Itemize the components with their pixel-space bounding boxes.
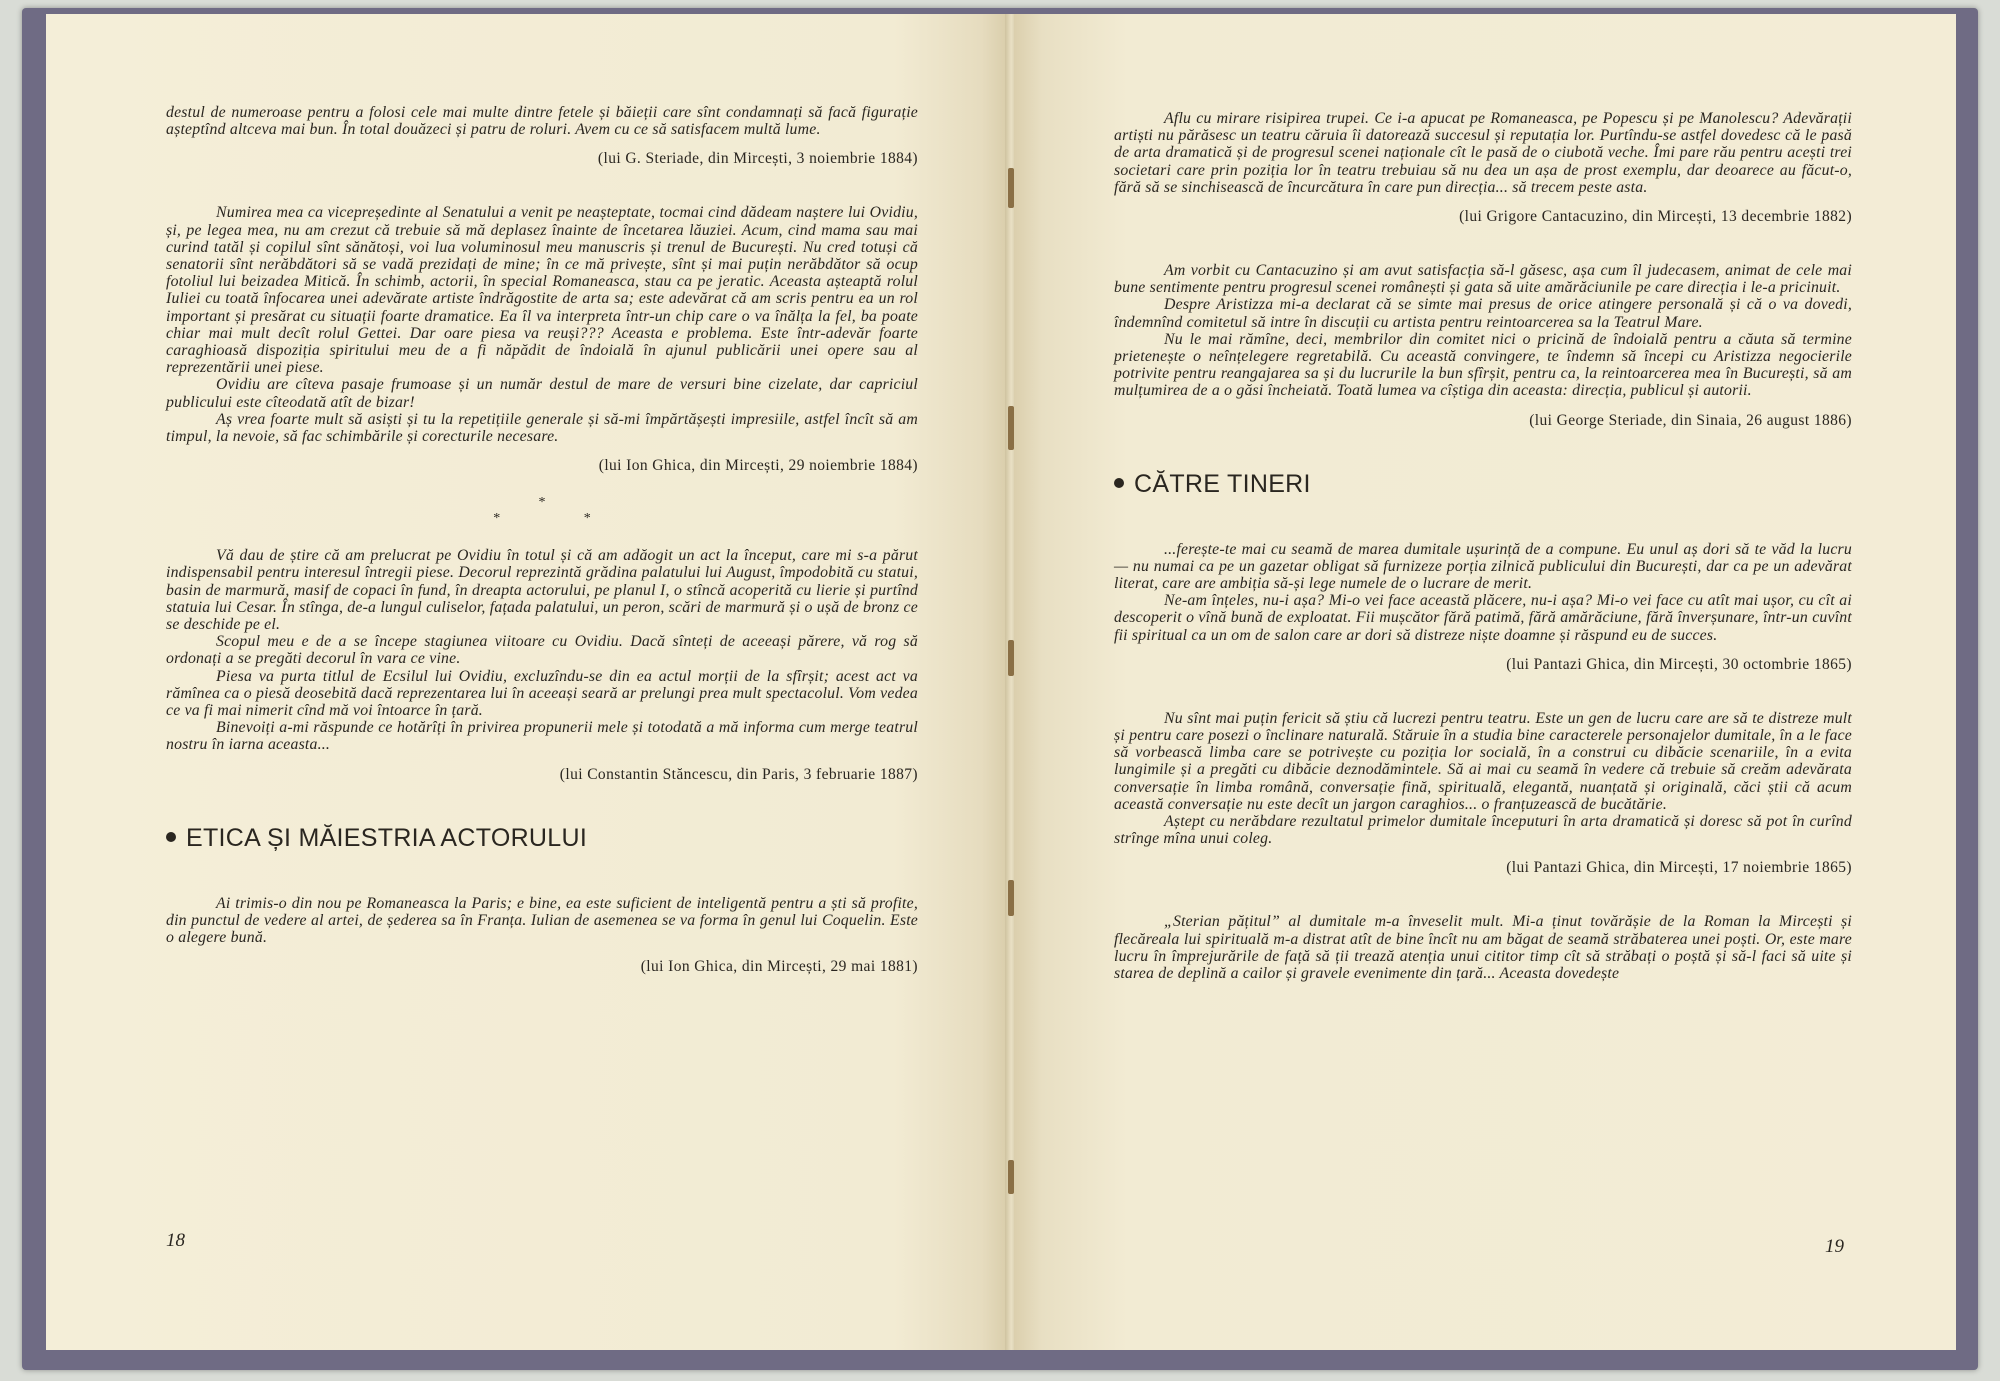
letter-block [1114,710,1852,878]
page-number: 19 [1825,1236,1844,1257]
letter-paragraph: Numirea mea ca vicepreședinte al Senatului a venit pe neașteptate, tocmai cind dădeam naștere lui Ovidiu, și, pe legea mea, nu am crezut că trebuie să mă deplasez înainte de încetarea lăuziei. Acum, cind mama sau mai curind tatăl și copilul sînt sănătoși, voi lua voluminosul meu manuscris și trenul de București. Nu cred totuși că senatorii sînt nerăbdători să se vadă prezidați de mine; în ce mă privește, sînt și mai puțin nerăbdător să ocup fotoliul lui beizadea Mitică. În schimb, actorii, în special Romaneasca, stau ca pe jeratic. Aceasta așteaptă rolul Iuliei cu toată înfocarea unei adevărate artiste îndrăgostite de arta sa; este adevărat că am scris pentru ea un rol important și presărat cu situații foarte dramatice. Ea îl va interpreta într-un chip care o va înălța la fel, ba poate chiar mai mult decît rolul Gettei. Dar oare piesa va reuși??? Aceasta e problema. Este într-adevăr foarte caraghioasă dispoziția spiritului meu de a fi năpădit de îndoială în ajunul publicării unei opere sau al reprezentării unei piese. [166,204,918,377]
letter-signature: (lui G. Steriade, din Mircești, 3 noiembrie 1884) [597,150,918,168]
letter-signature: (lui Ion Ghica, din Mircești, 29 noiembrie 1884) [598,457,918,475]
letter-paragraph: Piesa va purta titlul de Ecsilul lui Ovidiu, excluzîndu-se din ea actul morții de la sfîrșit; acest act va rămînea ca o piesă deosebită dacă reprezentarea lui în aceeași seară ar prelungi prea mult spectacolul. Vom vedea ce va fi mai nimerit cînd mă voi întoarce în țară. [166,667,918,720]
letter-paragraph: Despre Aristizza mi-a declarat că se simte mai presus de orice atingere personală și că o va dovedi, îndemnînd comitetul să intre în discuții cu artista pentru reintoarcerea sa la Teatrul Mare. [1114,296,1852,331]
letter-block [1114,541,1852,674]
letter-block [1114,913,1852,982]
letter-paragraph: Aștept cu nerăbdare rezultatul primelor dumitale începuturi în arta dramatică și doresc să pot în curînd strînge mîna unui coleg. [1114,813,1852,848]
letter-paragraph: Nu sînt mai puțin fericit să știu că lucrezi pentru teatru. Este un gen de lucru care are să te distreze mult și pentru care posezi o înclinare naturală. Stăruie în a studia bine caracterele personajelor dumitale, în a le face să vorbească limba care se potrivește cu poziția lor socială, în a construi cu dibăcie scenariile, în a evita lungimile și a pregăti cu dibăcie deznodămintele. Să ai mai cu seamă în vedere că trebuie să creăm adevărata conversație în limba română, conversație fină, spirituală, elegantă, nuanțată și originală, căci știi că acum această conversație nu este decît un jargon caraghios... o franțuzească de bucătărie. [1114,709,1852,813]
letter-paragraph: Binevoiți a-mi răspunde ce hotărîți în privirea propunerii mele și totodată a mă informa cum merge teatrul nostru în iarna aceasta... [166,719,918,754]
letter-paragraph: ...ferește-te mai cu seamă de marea dumitale ușurință de a compune. Eu unul aș dori să te văd la lucru — nu numai ca pe un gazetar obligat să furnizeze porția zilnică publicului din București, dar ca pe un adevărat literat, care are ambiția să-și lege numele de o lucrare de merit. [1114,540,1852,593]
letter-signature: (lui Grigore Cantacuzino, din Mircești, 13 decembrie 1882) [1459,208,1852,226]
letter-paragraph: „Sterian pățitul” al dumitale m-a înveselit mult. Mi-a ținut tovărășie de la Roman la Mircești și flecăreala lui spirituală m-a distrat atît de bine încît nu am băgat de seamă străbaterea unei poști. Or, este mare lucru în împrejurările de față să ții trează atenția unui cititor timp cît să străbați o poștă și să-l faci să uite și starea de deplină a cailor și gravele evenimente din țară... Aceasta dovedește [1114,913,1852,983]
bullet-icon [166,832,176,842]
left-page [46,14,1010,1350]
letter-signature: (lui Constantin Stăncescu, din Paris, 3 februarie 1887) [559,765,918,783]
letter-paragraph: Am vorbit cu Cantacuzino și am avut satisfacția să-l găsesc, așa cum îl judecasem, animat de cele mai bune sentimente pentru progresul scenei românești și gata să uite amărăciunile pe care direcția i le-a pricinuit. [1114,262,1852,297]
letter-block [166,204,918,475]
letter-paragraph: destul de numeroase pentru a folosi cele mai multe dintre fetele și băieții care sînt condamnați să facă figurație așteptînd altceva mai bun. În total douăzeci și patru de roluri. Avem cu ce să satisfacem multă lume. [166,104,918,139]
page-number: 18 [166,1230,185,1251]
letter-paragraph: Ne-am înțeles, nu-i așa? Mi-o vei face această plăcere, nu-i așa? Mi-o vei face cu atît mai ușor, cu cît ai descoperit o vînă bună de exploatat. Fii mușcător fără patimă, fără amărăciune, fără înverșunare, într-un cuvînt fii spiritual ca un om de salon care ar dori să distreze niște doamne și răspund eu de succes. [1114,592,1852,644]
letter-signature: (lui George Steriade, din Sinaia, 26 august 1886) [1529,411,1852,429]
letter-paragraph: Ai trimis-o din nou pe Romaneasca la Paris; e bine, ea este suficient de inteligentă pentru a ști să profite, din punctul de vedere al artei, de șederea sa în Franța. Iulian de asemenea se va forma în genul lui Coquelin. Este o alegere bună. [166,894,918,947]
section-heading: CĂTRE TINERI [1114,470,1852,499]
letter-paragraph: Scopul meu e de a se începe stagiunea viitoare cu Ovidiu. Dacă sînteți de aceeași părere, vă rog să ordonați a se pregăti decorul în vara ce vine. [166,633,918,668]
letter-signature: (lui Pantazi Ghica, din Mircești, 17 noiembrie 1865) [1506,859,1852,877]
letter-signature: (lui Pantazi Ghica, din Mircești, 30 octombrie 1865) [1506,655,1852,673]
right-page [1014,14,1956,1350]
letter-paragraph: Nu le mai rămîne, deci, membrilor din comitet nici o pricină de îndoială pentru a căuta să termine prietenește o neînțelegere regretabilă. Cu această convingere, te îndemn să începi cu Aristizza negocierile potrivite pentru reangajarea sa și du lucrurile la bun sfîrșit, pentru ca, la reintoarcerea mea în București, să am mulțumirea de a o găsi încheiată. Toată lumea va cîștiga din aceasta: direcția, publicul și autorii. [1114,330,1852,400]
letter-signature: (lui Ion Ghica, din Mircești, 29 mai 1881) [640,958,918,976]
section-heading: ETICA ȘI MĂIESTRIA ACTORULUI [166,824,918,853]
letter-paragraph: Vă dau de știre că am prelucrat pe Ovidiu în totul și că am adăogit un act la început, care mi s-a părut indispensabil pentru interesul întregii piese. Decorul reprezintă grădina palatului lui August, împodobită cu statui, basin de marmură, masif de copaci în fund, în dreapta actorului, pe planul I, o stîncă acoperită cu lierie și purtînd statuia lui Cesar. În stînga, de-a lungul culiselor, fațada palatului, un peron, scări de marmură și o ușă de bronz ce se deschide pe el. [166,547,918,634]
section-separator: * * * [493,495,631,527]
bullet-icon [1114,478,1124,488]
letter-paragraph: Aflu cu mirare risipirea trupei. Ce i-a apucat pe Romaneasca, pe Popescu și pe Manolescu? Adevărații artiști nu părăsesc un teatru căruia îi datorează succesul și reputația lor. Purtîndu-se astfel dovedesc că le pasă de arta dramatică și de progresul scenei naționale cît le pasă de o ciubotă veche. Îmi pare rău pentru acești trei societari care prin poziția lor în teatru trebuiau să nu dea un așa de prost exemplu, dar deoarece au făcut-o, fără să se sinchisească de încurcătura în care pun direcția... să trecem peste asta. [1114,110,1852,196]
letter-paragraph: Ovidiu are cîteva pasaje frumoase și un număr destul de mare de versuri bine cizelate, dar capriciul publicului este cîteodată atît de bizar! [166,376,918,411]
letter-paragraph: Aș vrea foarte mult să asiști și tu la repetițiile generale și să-mi împărtășești impresiile, astfel încît să am timpul, la nevoie, să fac schimbările și corecturile necesare. [166,410,918,446]
letter-block [166,895,918,977]
letter-block [166,547,918,783]
letter-block [1114,262,1852,430]
letter-block [166,104,918,168]
letter-block [1114,110,1852,226]
